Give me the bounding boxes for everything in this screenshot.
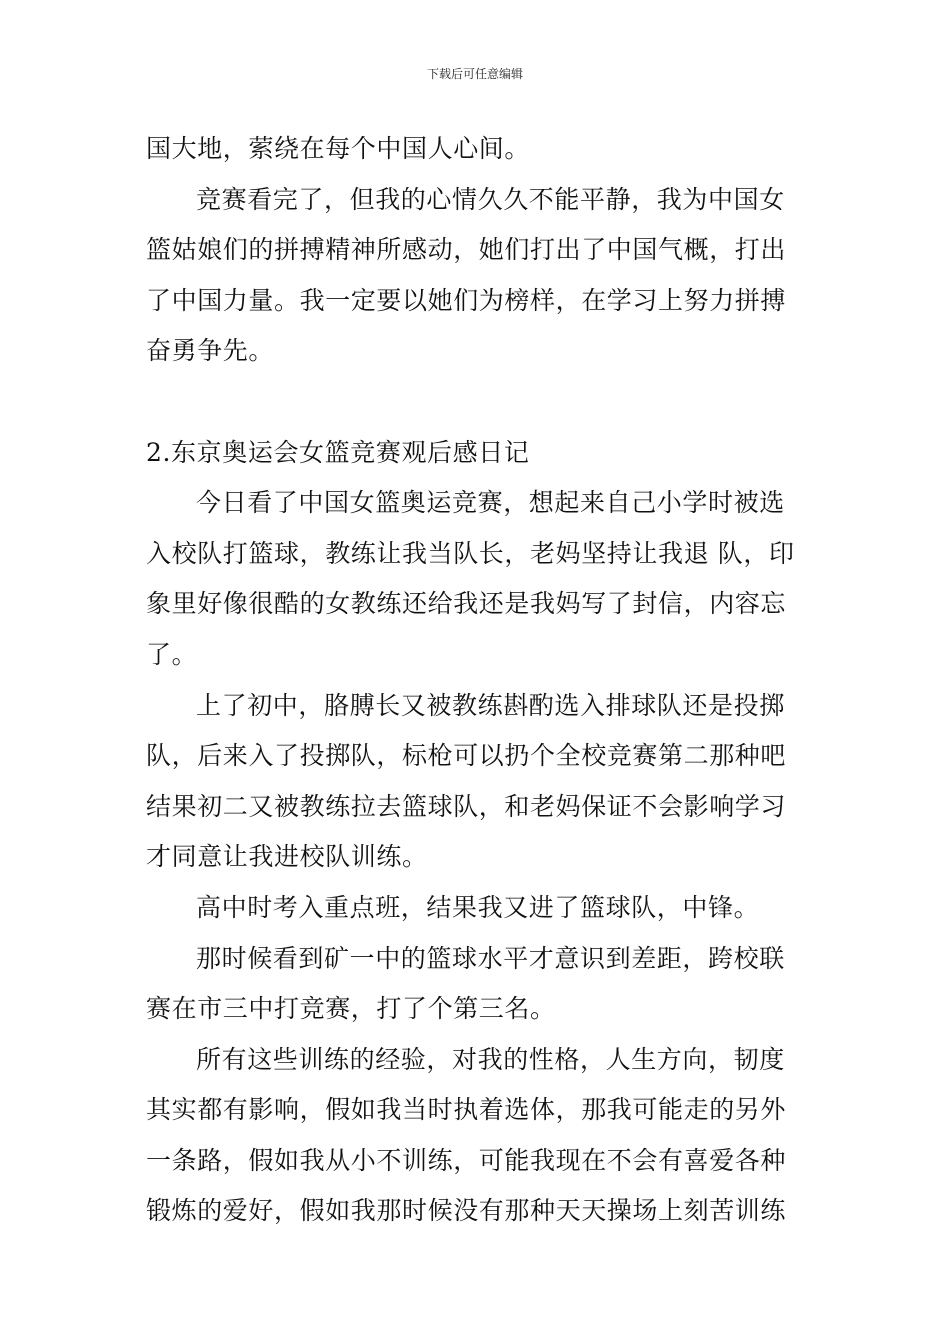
paragraph-line: 今日看了中国女篮奥运竞赛，想起来自己小学时被选	[196, 488, 785, 518]
paragraph-line: 高中时考入重点班，结果我又进了篮球队，中锋。	[196, 892, 760, 922]
paragraph-line: 其实都有影响，假如我当时执着选体，那我可能走的另外	[146, 1095, 787, 1125]
paragraph-line: 篮姑娘们的拼搏精神所感动，她们打出了中国气概，打出	[146, 235, 787, 265]
paragraph-line: 队，后来入了投掷队，标枪可以扔个全校竞赛第二那种吧	[146, 741, 787, 771]
paragraph-line: 入校队打篮球，教练让我当队长，老妈坚持让我退 队，印	[146, 538, 795, 568]
page-header: 下载后可任意编辑	[426, 67, 523, 81]
paragraph-line: 上了初中，胳膊长又被教练斟酌选入排球队还是投掷	[196, 690, 785, 720]
paragraph-line: 了。	[146, 639, 198, 669]
paragraph-line: 锻炼的爱好，假如我那时候没有那种天天操场上刻苦训练	[146, 1196, 787, 1226]
paragraph-line: 一条路，假如我从小不训练，可能我现在不会有喜爱各种	[146, 1145, 787, 1175]
section-heading: 2.东京奥运会女篮竞赛观后感日记	[146, 437, 530, 467]
document-body	[146, 124, 806, 1237]
paragraph-line: 结果初二又被教练拉去篮球队，和老妈保证不会影响学习	[146, 791, 787, 821]
paragraph-line: 了中国力量。我一定要以她们为榜样，在学习上努力拼搏	[146, 285, 787, 315]
paragraph-line: 竞赛看完了，但我的心情久久不能平静，我为中国女	[196, 184, 785, 214]
paragraph-line: 赛在市三中打竞赛，打了个第三名。	[146, 994, 556, 1024]
paragraph-line: 国大地，萦绕在每个中国人心间。	[146, 134, 531, 163]
paragraph-line: 才同意让我进校队训练。	[146, 842, 428, 872]
paragraph-line: 那时候看到矿一中的篮球水平才意识到差距，跨校联	[196, 943, 785, 973]
paragraph-line: 所有这些训练的经验，对我的性格，人生方向，韧度	[196, 1044, 785, 1074]
section-gap	[146, 377, 806, 428]
paragraph-line: 象里好像很酷的女教练还给我还是我妈写了封信，内容忘	[146, 589, 787, 619]
paragraph-line: 奋勇争先。	[146, 336, 275, 366]
